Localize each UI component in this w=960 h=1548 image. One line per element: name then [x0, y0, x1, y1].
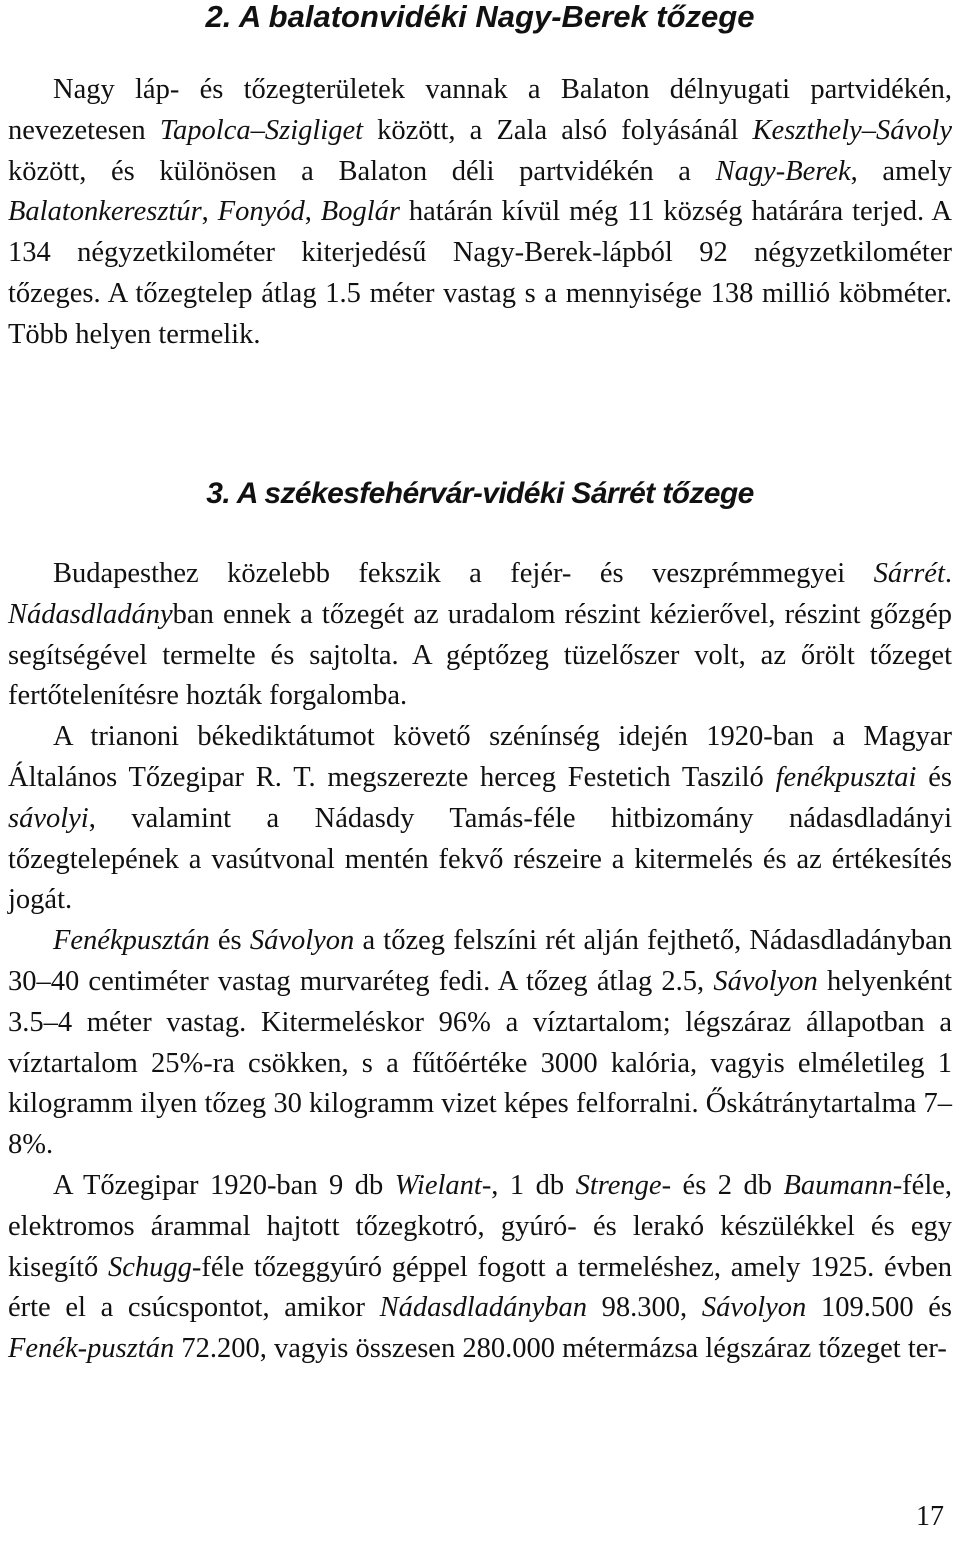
section-3-paragraph-1: Budapesthez közelebb fekszik a fejér- és veszprémmegyei Sárrét. Nádasdladányban ennek a tőzegét az uradalom részint kézierővel, részint gőzgép segítségével termelte és sajtolta. A géptőzeg tüzelőszer volt, az őrölt tőzeget fertőtelenítésre hozták forgalomba. — [8, 558, 952, 712]
italic-text: Nádasdladányban — [379, 1292, 588, 1324]
italic-text: Sávolyon — [713, 965, 818, 997]
italic-text: Sávolyon — [701, 1292, 807, 1324]
italic-text: Boglár — [320, 196, 400, 228]
italic-text: Wielant — [394, 1169, 482, 1201]
italic-text: Nádasdladány — [8, 598, 173, 630]
italic-text: Baumann — [783, 1169, 893, 1201]
section-3-body — [8, 554, 952, 1370]
italic-text: Sávolyon — [249, 925, 355, 957]
italic-text: Fonyód — [217, 196, 305, 228]
italic-text: Fenék-pusztán — [8, 1333, 175, 1365]
section-2-heading: 2. A balatonvidéki Nagy-Berek tőzege — [205, 0, 755, 34]
italic-text: Tapolca–Szigliget — [159, 114, 364, 146]
italic-text: Strenge — [575, 1169, 662, 1201]
italic-text: fenékpusztai — [775, 761, 917, 793]
italic-text: Balatonkeresztúr — [8, 196, 202, 228]
italic-text: Fenékpusztán — [53, 925, 210, 957]
italic-text: Keszthely–Sávoly — [752, 114, 952, 146]
section-3-paragraph-4: A Tőzegipar 1920-ban 9 db Wielant-, 1 db Strenge- és 2 db Baumann-féle, elektromos árammal hajtott tőzegkotró, gyúró- és lerakó készülékkel és egy kisegítő Schugg-féle tőzeggyúró géppel fogott a termeléshez, amely 1925. évben érte el a csúcspontot, amikor Nádasdladányban 98.300, Sávolyon 109.500 és Fenék-pusztán 72.200, vagyis összesen 280.000 métermázsa légszáraz tőzeget ter- — [8, 1169, 953, 1365]
section-2-body — [8, 70, 952, 356]
italic-text: Schugg — [108, 1251, 192, 1283]
section-3-paragraph-2: A trianoni békediktátumot követő szénínség idején 1920-ban a Magyar Általános Tőzegipar R. T. megszerezte herceg Festetich Tasziló fenékpusztai és sávolyi, valamint a Nádasdy Tamás-féle hitbizomány nádasdladányi tőzegtelepének a vasútvonal mentén fekvő részeire a kitermelés és az értékesítés jogát. — [8, 721, 952, 916]
italic-text: sávolyi — [8, 802, 89, 834]
section-3-heading: 3. A székesfehérvár-vidéki Sárrét tőzege — [206, 477, 754, 510]
italic-text: Sárrét — [873, 558, 945, 589]
page-number: 17 — [916, 1501, 944, 1532]
italic-text: Nagy-Berek — [715, 155, 851, 187]
section-2-paragraph-1: Nagy láp- és tőzegterületek vannak a Balaton délnyugati partvidékén, nevezetesen Tapolca–Szigliget között, a Zala alsó folyásánál Keszthely–Sávoly között, és különösen a Balaton déli partvidékén a Nagy-Berek, amely Balatonkeresztúr, Fonyód, Boglár határán kívül még 11 község határára terjed. A 134 négyzetkilométer kiterjedésű Nagy-Berek-lápból 92 négyzetkilométer tőzeges. A tőzegtelep átlag 1.5 méter vastag s a mennyisége 138 millió köbméter. Több helyen termelik. — [8, 74, 953, 350]
section-3-paragraph-3: Fenékpusztán és Sávolyon a tőzeg felszíni rét alján fejthető, Nádasdladányban 30–40 centiméter vastag murvaréteg fedi. A tőzeg átlag 2.5, Sávolyon helyenként 3.5–4 méter vastag. Kitermeléskor 96% a víztartalom; légszáraz állapotban a víztartalom 25%-ra csökken, s a fűtőértéke 3000 kalória, vagyis elméletileg 1 kilogramm ilyen tőzeg 30 kilogramm vizet képes felforralni. Őskátránytartalma 7–8%. — [8, 925, 952, 1161]
